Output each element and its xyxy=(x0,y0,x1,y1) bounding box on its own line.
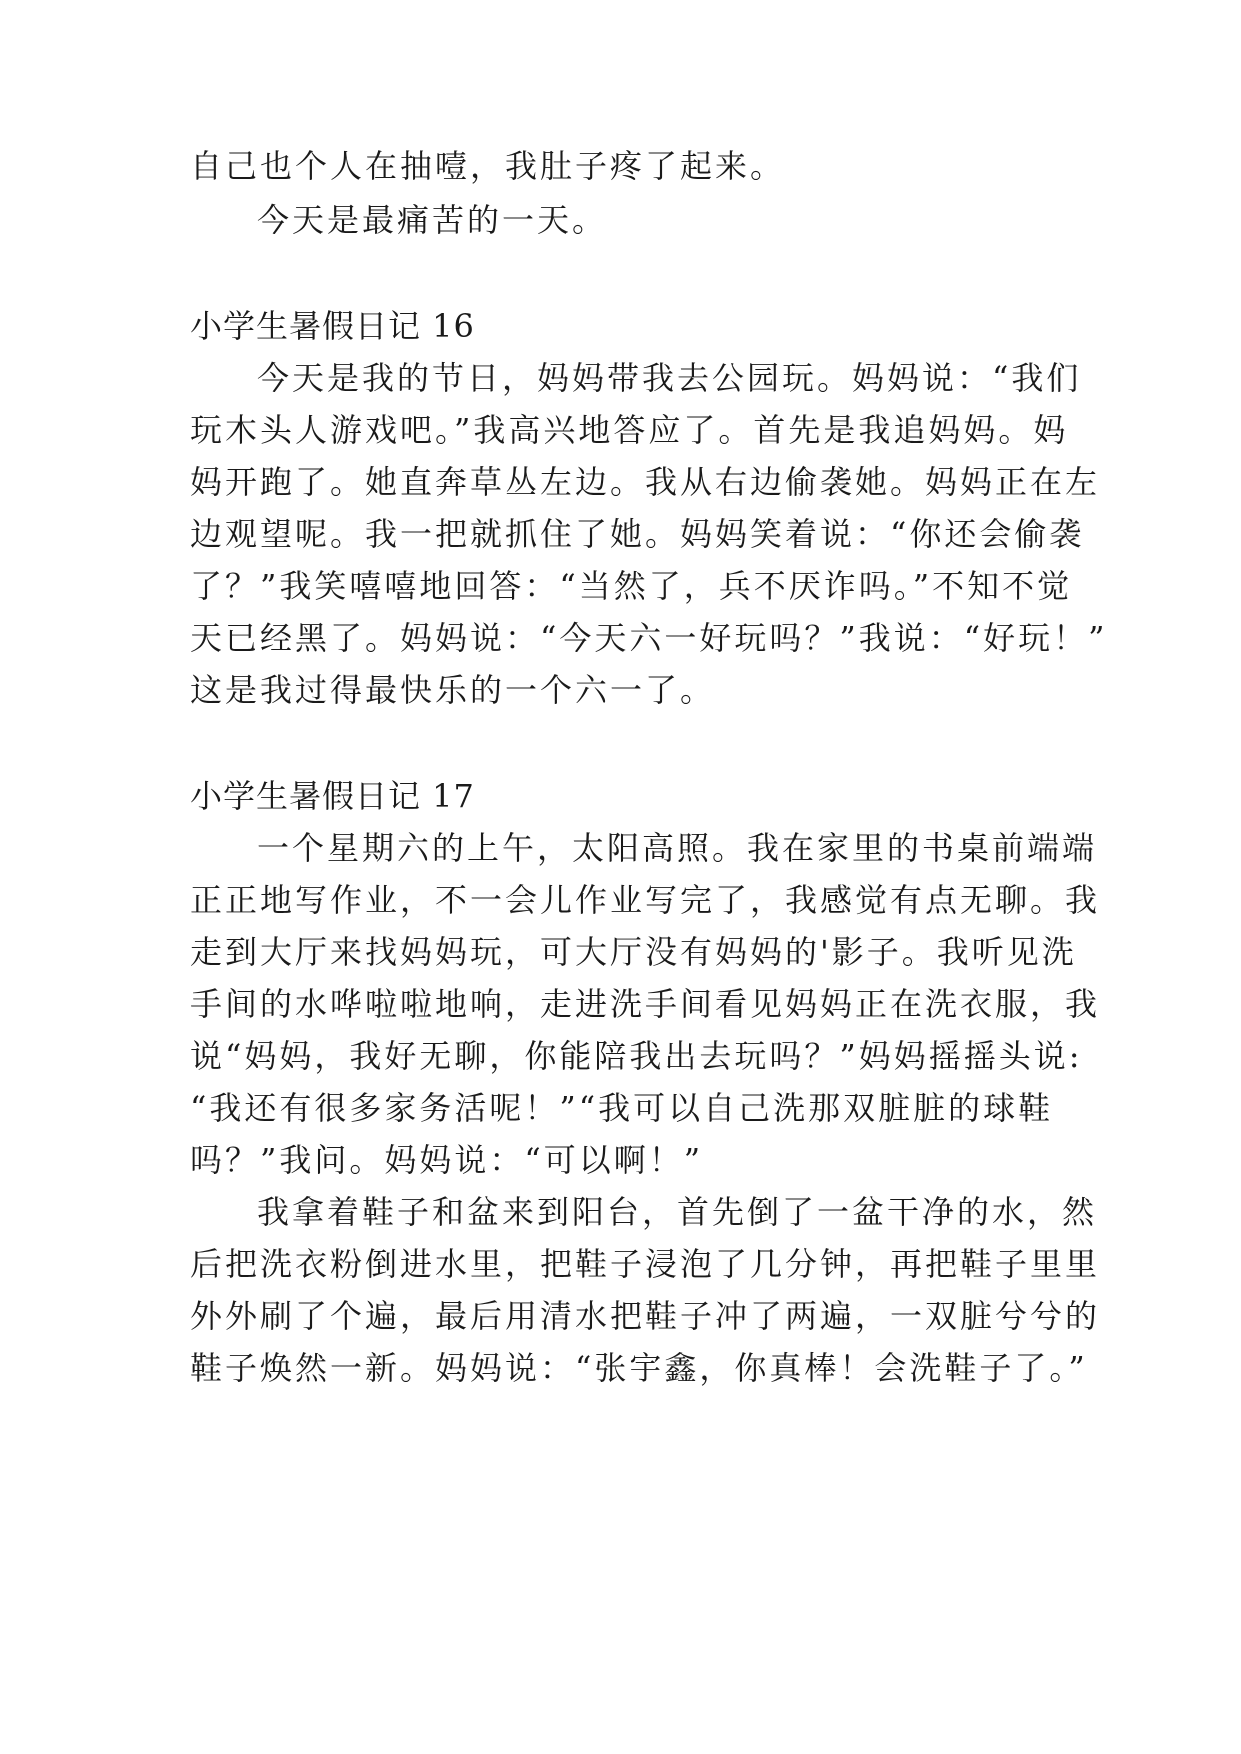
text-line: 吗？”我问。妈妈说：“可以啊！” xyxy=(190,1141,704,1179)
text-line: 鞋子焕然一新。妈妈说：“张宇鑫，你真棒！会洗鞋子了。” xyxy=(190,1349,1088,1387)
text-line: 了？”我笑嘻嘻地回答：“当然了，兵不厌诈吗。”不知不觉 xyxy=(190,567,1073,605)
text-line: 正正地写作业，不一会儿作业写完了，我感觉有点无聊。我 xyxy=(190,881,1101,919)
text-line: 天已经黑了。妈妈说：“今天六一好玩吗？”我说：“好玩！” xyxy=(190,619,1108,657)
text-line: 外外刷了个遍，最后用清水把鞋子冲了两遍，一双脏兮兮的 xyxy=(190,1297,1101,1335)
text-line: 一个星期六的上午，太阳高照。我在家里的书桌前端端 xyxy=(257,829,1098,867)
text-line: 手间的水哗啦啦地响，走进洗手间看见妈妈正在洗衣服，我 xyxy=(190,985,1101,1023)
text-line: 今天是我的节日，妈妈带我去公园玩。妈妈说：“我们 xyxy=(257,359,1082,397)
text-line: 后把洗衣粉倒进水里，把鞋子浸泡了几分钟，再把鞋子里里 xyxy=(190,1245,1101,1283)
text-line: 我拿着鞋子和盆来到阳台，首先倒了一盆干净的水，然 xyxy=(257,1193,1098,1231)
text-line: 边观望呢。我一把就抓住了她。妈妈笑着说：“你还会偷袭 xyxy=(190,515,1085,553)
text-line: 今天是最痛苦的一天。 xyxy=(257,201,608,239)
text-line: 妈开跑了。她直奔草丛左边。我从右边偷袭她。妈妈正在左 xyxy=(190,463,1101,501)
text-line: 玩木头人游戏吧。”我高兴地答应了。首先是我追妈妈。妈 xyxy=(190,411,1069,449)
text-line: “我还有很多家务活呢！”“我可以自己洗那双脏脏的球鞋 xyxy=(190,1089,1054,1127)
text-line: 自己也个人在抽噎，我肚子疼了起来。 xyxy=(190,147,786,185)
text-line: 走到大厅来找妈妈玩，可大厅没有妈妈的'影子。我听见洗 xyxy=(190,933,1077,971)
entry-title: 小学生暑假日记 17 xyxy=(190,777,475,815)
text-line: 说“妈妈，我好无聊，你能陪我出去玩吗？”妈妈摇摇头说: xyxy=(190,1037,1083,1075)
entry-title: 小学生暑假日记 16 xyxy=(190,307,475,345)
text-line: 这是我过得最快乐的一个六一了。 xyxy=(190,671,716,709)
